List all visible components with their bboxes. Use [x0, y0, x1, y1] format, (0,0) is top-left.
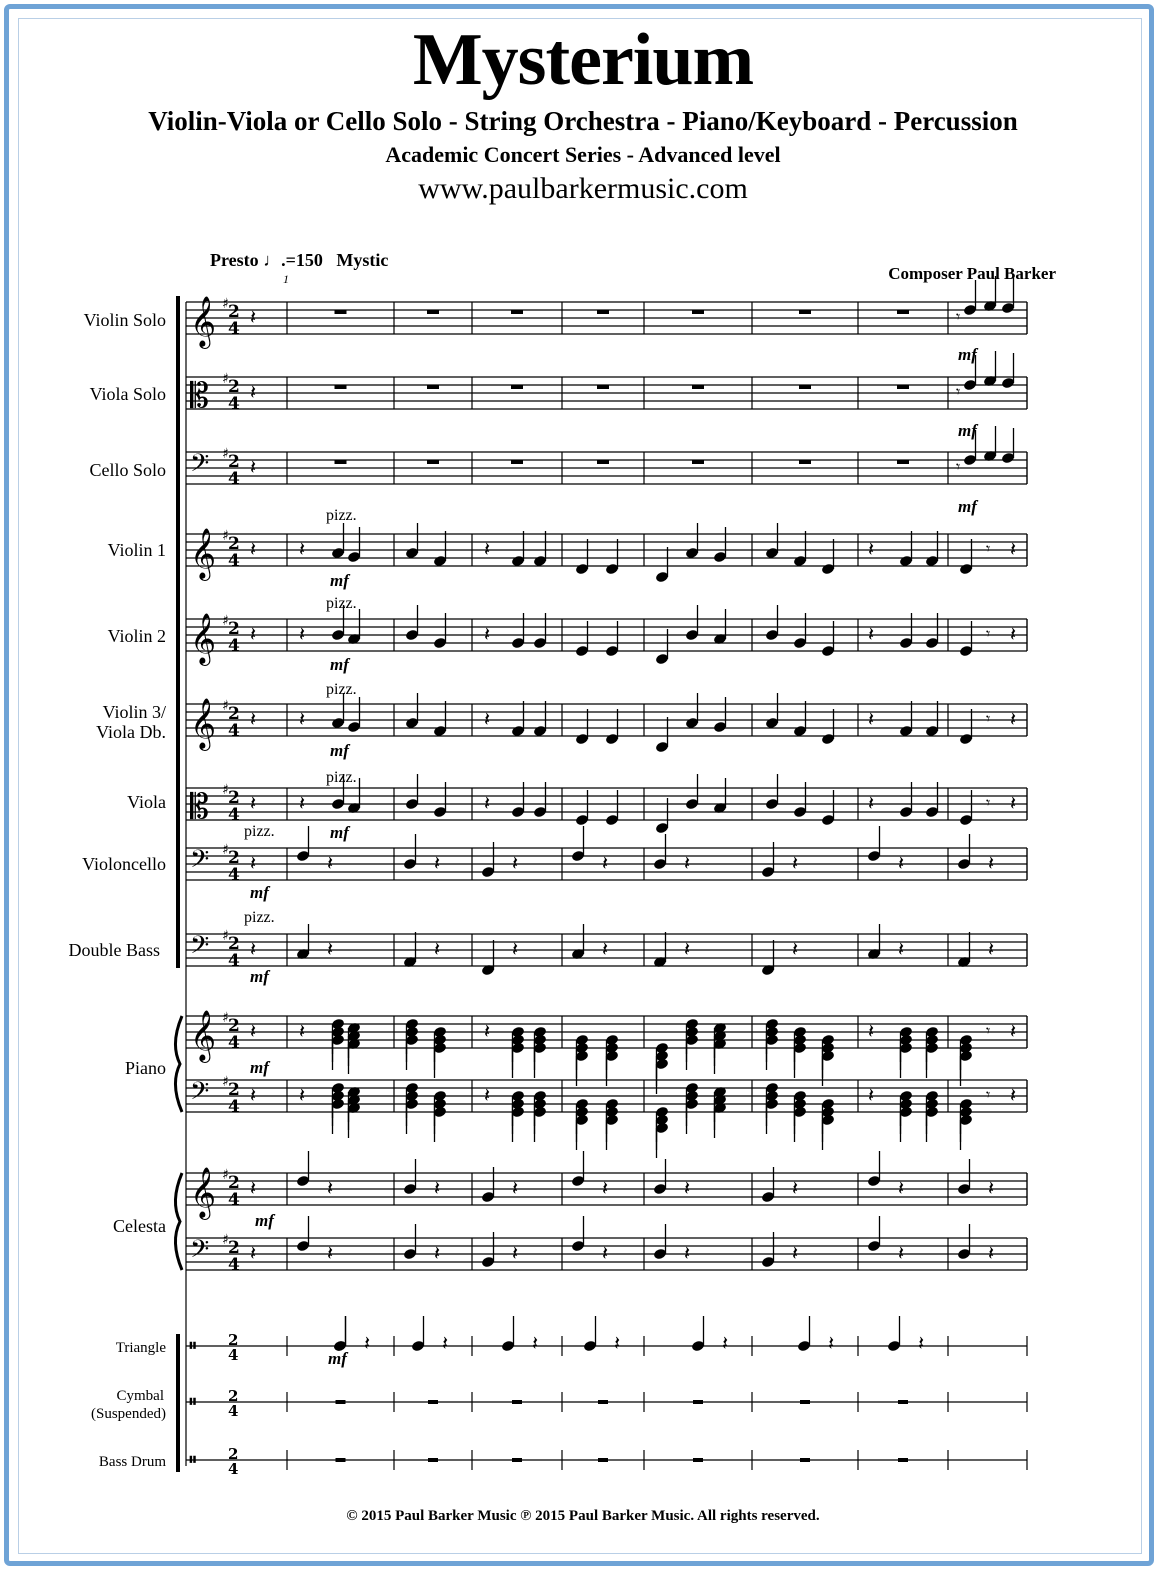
- tempo-metronome: ♩.=150: [263, 250, 323, 270]
- clef: 𝄞: [190, 1167, 217, 1218]
- whole-rest: [427, 385, 439, 389]
- rest: 𝄽: [250, 1019, 257, 1043]
- label-double-bass: Double Bass: [68, 940, 160, 960]
- rest: 𝄽: [898, 851, 905, 875]
- rest: 𝄽: [250, 622, 257, 646]
- rest: 𝄽: [1010, 707, 1017, 731]
- rest: 𝄽: [484, 1019, 491, 1043]
- rest: 𝄽: [828, 1331, 835, 1355]
- clef: 𝄞: [190, 528, 217, 579]
- rest: 𝄽: [299, 537, 306, 561]
- dynamic-mf: mf: [328, 1349, 347, 1368]
- label-viola-db: Viola Db.: [96, 722, 166, 742]
- pizz-marking: pizz.: [326, 769, 357, 786]
- clef: 𝄞: [190, 296, 217, 347]
- eighth-rest: 𝄾: [986, 1021, 991, 1040]
- rest: 𝄽: [792, 1176, 799, 1200]
- rest: 𝄽: [250, 305, 257, 329]
- whole-rest: [897, 460, 909, 464]
- rest: 𝄽: [250, 791, 257, 815]
- tempo-term: Presto: [210, 250, 259, 270]
- whole-rest: [799, 310, 811, 314]
- copyright-footer: © 2015 Paul Barker Music ℗ 2015 Paul Barker Music. All rights reserved.: [346, 1508, 820, 1524]
- rest: 𝄽: [512, 1241, 519, 1265]
- rest: 𝄽: [602, 851, 609, 875]
- whole-rest: [428, 1400, 438, 1404]
- time-signature-bottom: 4: [228, 1097, 240, 1117]
- whole-rest: [897, 310, 909, 314]
- time-signature-bottom: 4: [228, 951, 240, 971]
- time-signature-bottom: 4: [228, 1190, 240, 1210]
- rest: 𝄽: [512, 937, 519, 961]
- rest: 𝄽: [1010, 622, 1017, 646]
- score-title: Mysterium: [412, 19, 754, 101]
- perc-clef: 𝄥: [190, 1450, 196, 1470]
- label-violin-3: Violin 3/: [102, 702, 166, 722]
- rest: 𝄽: [614, 1331, 621, 1355]
- time-signature-top: 2: [228, 1016, 240, 1036]
- score-subtitle: Violin-Viola or Cello Solo - String Orchestra - Piano/Keyboard - Percussion: [148, 106, 1018, 136]
- rest: 𝄽: [250, 851, 257, 875]
- time-signature-bottom: 4: [228, 469, 240, 489]
- time-signature-top: 2: [228, 1445, 239, 1463]
- whole-rest: [692, 460, 704, 464]
- rest: 𝄽: [434, 851, 441, 875]
- rest: 𝄽: [327, 937, 334, 961]
- rest: 𝄽: [299, 1019, 306, 1043]
- brace: [175, 1016, 182, 1112]
- time-signature-top: 2: [228, 534, 240, 554]
- rest: 𝄽: [299, 791, 306, 815]
- dynamic-mf: mf: [958, 497, 977, 516]
- dynamic-mf: mf: [958, 345, 977, 364]
- time-signature-top: 2: [228, 788, 240, 808]
- measure-number: 1: [283, 272, 289, 286]
- rest: 𝄽: [532, 1331, 539, 1355]
- eighth-rest: 𝄾: [986, 539, 991, 558]
- clef: 𝄞: [190, 698, 217, 749]
- label-viola: Viola: [127, 792, 166, 812]
- whole-rest: [597, 310, 609, 314]
- rest: 𝄽: [327, 851, 334, 875]
- whole-rest: [693, 1458, 703, 1462]
- rest: 𝄽: [988, 851, 995, 875]
- eighth-rest: 𝄾: [956, 382, 961, 401]
- label-violin-solo: Violin Solo: [83, 310, 166, 330]
- key-signature: ♯: [222, 296, 229, 312]
- rest: 𝄽: [250, 380, 257, 404]
- label-celesta: Celesta: [113, 1216, 166, 1236]
- pizz-marking: pizz.: [326, 595, 357, 612]
- clef: 𝄢: [190, 845, 210, 880]
- rest: 𝄽: [792, 851, 799, 875]
- label-violin-1: Violin 1: [107, 540, 166, 560]
- eighth-rest: 𝄾: [986, 624, 991, 643]
- whole-rest: [799, 460, 811, 464]
- score-series: Academic Concert Series - Advanced level: [385, 142, 781, 167]
- whole-rest: [692, 385, 704, 389]
- rest: 𝄽: [299, 622, 306, 646]
- rest: 𝄽: [512, 851, 519, 875]
- whole-rest: [336, 1458, 346, 1462]
- dynamic-mf: mf: [330, 571, 349, 590]
- eighth-rest: 𝄾: [986, 1085, 991, 1104]
- time-signature-top: 2: [228, 302, 240, 322]
- time-signature-top: 2: [228, 1331, 239, 1349]
- rest: 𝄽: [602, 937, 609, 961]
- clef: 𝄢: [190, 449, 210, 484]
- rest: 𝄽: [1010, 791, 1017, 815]
- whole-rest: [799, 385, 811, 389]
- time-signature-top: 2: [228, 619, 240, 639]
- dynamic-mf: mf: [958, 421, 977, 440]
- rest: 𝄽: [918, 1331, 925, 1355]
- rest: 𝄽: [250, 1241, 257, 1265]
- rest: 𝄽: [684, 1241, 691, 1265]
- rest: 𝄽: [250, 537, 257, 561]
- key-signature: ♯: [222, 1232, 229, 1248]
- whole-rest: [693, 1400, 703, 1404]
- whole-rest: [800, 1400, 810, 1404]
- clef: 𝄢: [190, 1235, 210, 1270]
- clef: 𝄢: [190, 931, 210, 966]
- perc-clef: 𝄥: [190, 1336, 196, 1356]
- rest: 𝄽: [299, 1083, 306, 1107]
- rest: 𝄽: [868, 707, 875, 731]
- tempo-character: Mystic: [336, 250, 389, 270]
- pizz-marking: pizz.: [326, 507, 357, 524]
- label-triangle: Triangle: [115, 1340, 166, 1356]
- rest: 𝄽: [1010, 537, 1017, 561]
- clef: 𝄞: [190, 613, 217, 664]
- rest: 𝄽: [722, 1331, 729, 1355]
- dynamic-mf: mf: [250, 967, 269, 986]
- dynamic-mf: mf: [255, 1211, 274, 1230]
- key-signature: ♯: [222, 613, 229, 629]
- rest: 𝄽: [868, 1083, 875, 1107]
- composer-credit: Composer Paul Barker: [888, 264, 1056, 283]
- rest: 𝄽: [1010, 1083, 1017, 1107]
- key-signature: ♯: [222, 1010, 229, 1026]
- rest: 𝄽: [684, 937, 691, 961]
- time-signature-bottom: 4: [228, 721, 240, 741]
- dynamic-mf: mf: [250, 1058, 269, 1077]
- key-signature: ♯: [222, 842, 229, 858]
- rest: 𝄽: [602, 1176, 609, 1200]
- rest: 𝄽: [299, 707, 306, 731]
- whole-rest: [428, 1458, 438, 1462]
- label-cello-solo: Cello Solo: [89, 460, 166, 480]
- label-viola-solo: Viola Solo: [89, 384, 166, 404]
- key-signature: ♯: [222, 371, 229, 387]
- rest: 𝄽: [602, 1241, 609, 1265]
- clef: 𝄞: [190, 1010, 217, 1061]
- time-signature-top: 2: [228, 452, 240, 472]
- whole-rest: [898, 1458, 908, 1462]
- dynamic-mf: mf: [330, 741, 349, 760]
- time-signature-bottom: 4: [228, 1402, 239, 1420]
- rest: 𝄽: [484, 537, 491, 561]
- whole-rest: [336, 1400, 346, 1404]
- time-signature-bottom: 4: [228, 551, 240, 571]
- key-signature: ♯: [222, 782, 229, 798]
- time-signature-bottom: 4: [228, 636, 240, 656]
- whole-rest: [692, 310, 704, 314]
- whole-rest: [597, 460, 609, 464]
- dynamic-mf: mf: [330, 823, 349, 842]
- dynamic-mf: mf: [330, 655, 349, 674]
- whole-rest: [512, 1458, 522, 1462]
- rest: 𝄽: [512, 1176, 519, 1200]
- eighth-rest: 𝄾: [986, 793, 991, 812]
- brace: [175, 1173, 182, 1270]
- rest: 𝄽: [250, 455, 257, 479]
- key-signature: ♯: [222, 698, 229, 714]
- key-signature: ♯: [222, 1167, 229, 1183]
- eighth-rest: 𝄾: [956, 307, 961, 326]
- pizz-marking: pizz.: [244, 823, 275, 840]
- whole-rest: [427, 460, 439, 464]
- whole-rest: [511, 385, 523, 389]
- time-signature-top: 2: [228, 1238, 240, 1258]
- rest: 𝄽: [792, 937, 799, 961]
- rest: 𝄽: [684, 1176, 691, 1200]
- time-signature-top: 2: [228, 1387, 239, 1405]
- rest: 𝄽: [988, 937, 995, 961]
- whole-rest: [898, 1400, 908, 1404]
- pizz-marking: pizz.: [326, 681, 357, 698]
- whole-rest: [335, 385, 347, 389]
- label-suspended: (Suspended): [91, 1406, 166, 1422]
- label-violin-2: Violin 2: [107, 626, 166, 646]
- rest: 𝄽: [484, 1083, 491, 1107]
- rest: 𝄽: [868, 791, 875, 815]
- whole-rest: [598, 1400, 608, 1404]
- dynamic-mf: mf: [250, 883, 269, 902]
- rest: 𝄽: [868, 537, 875, 561]
- time-signature-bottom: 4: [228, 865, 240, 885]
- time-signature-bottom: 4: [228, 1346, 239, 1364]
- rest: 𝄽: [898, 1241, 905, 1265]
- label-piano: Piano: [124, 1058, 166, 1078]
- label-cymbal: Cymbal: [116, 1388, 164, 1404]
- rest: 𝄽: [434, 937, 441, 961]
- rest: 𝄽: [988, 1241, 995, 1265]
- key-signature: ♯: [222, 1074, 229, 1090]
- eighth-rest: 𝄾: [986, 709, 991, 728]
- whole-rest: [427, 310, 439, 314]
- rest: 𝄽: [1010, 1019, 1017, 1043]
- time-signature-top: 2: [228, 1080, 240, 1100]
- rest: 𝄽: [988, 1176, 995, 1200]
- eighth-rest: 𝄾: [956, 457, 961, 476]
- time-signature-top: 2: [228, 934, 240, 954]
- time-signature-top: 2: [228, 704, 240, 724]
- rest: 𝄽: [250, 937, 257, 961]
- whole-rest: [335, 460, 347, 464]
- whole-rest: [335, 310, 347, 314]
- whole-rest: [511, 460, 523, 464]
- pizz-marking: pizz.: [244, 909, 275, 926]
- rest: 𝄽: [684, 851, 691, 875]
- rest: 𝄽: [250, 707, 257, 731]
- time-signature-top: 2: [228, 848, 240, 868]
- whole-rest: [597, 385, 609, 389]
- rest: 𝄽: [868, 1019, 875, 1043]
- rest: 𝄽: [364, 1331, 371, 1355]
- clef: 𝄡: [190, 787, 209, 827]
- rest: 𝄽: [898, 1176, 905, 1200]
- label-bass-drum: Bass Drum: [98, 1454, 166, 1470]
- whole-rest: [598, 1458, 608, 1462]
- clef: 𝄢: [190, 1077, 210, 1112]
- rest: 𝄽: [868, 622, 875, 646]
- key-signature: ♯: [222, 528, 229, 544]
- time-signature-bottom: 4: [228, 1255, 240, 1275]
- time-signature-bottom: 4: [228, 319, 240, 339]
- rest: 𝄽: [434, 1241, 441, 1265]
- rest: 𝄽: [250, 1083, 257, 1107]
- rest: 𝄽: [442, 1331, 449, 1355]
- time-signature-bottom: 4: [228, 805, 240, 825]
- whole-rest: [512, 1400, 522, 1404]
- time-signature-top: 2: [228, 1173, 240, 1193]
- whole-rest: [511, 310, 523, 314]
- whole-rest: [897, 385, 909, 389]
- whole-rest: [800, 1458, 810, 1462]
- key-signature: ♯: [222, 446, 229, 462]
- time-signature-bottom: 4: [228, 1033, 240, 1053]
- rest: 𝄽: [434, 1176, 441, 1200]
- key-signature: ♯: [222, 928, 229, 944]
- clef: 𝄡: [190, 376, 209, 416]
- rest: 𝄽: [898, 937, 905, 961]
- label-violoncello: Violoncello: [82, 854, 166, 874]
- perc-clef: 𝄥: [190, 1392, 196, 1412]
- website-link[interactable]: www.paulbarkermusic.com: [418, 172, 748, 205]
- rest: 𝄽: [250, 1176, 257, 1200]
- rest: 𝄽: [327, 1241, 334, 1265]
- rest: 𝄽: [484, 707, 491, 731]
- time-signature-bottom: 4: [228, 394, 240, 414]
- rest: 𝄽: [484, 622, 491, 646]
- rest: 𝄽: [484, 791, 491, 815]
- rest: 𝄽: [792, 1241, 799, 1265]
- time-signature-top: 2: [228, 377, 240, 397]
- time-signature-bottom: 4: [228, 1460, 239, 1478]
- rest: 𝄽: [327, 1176, 334, 1200]
